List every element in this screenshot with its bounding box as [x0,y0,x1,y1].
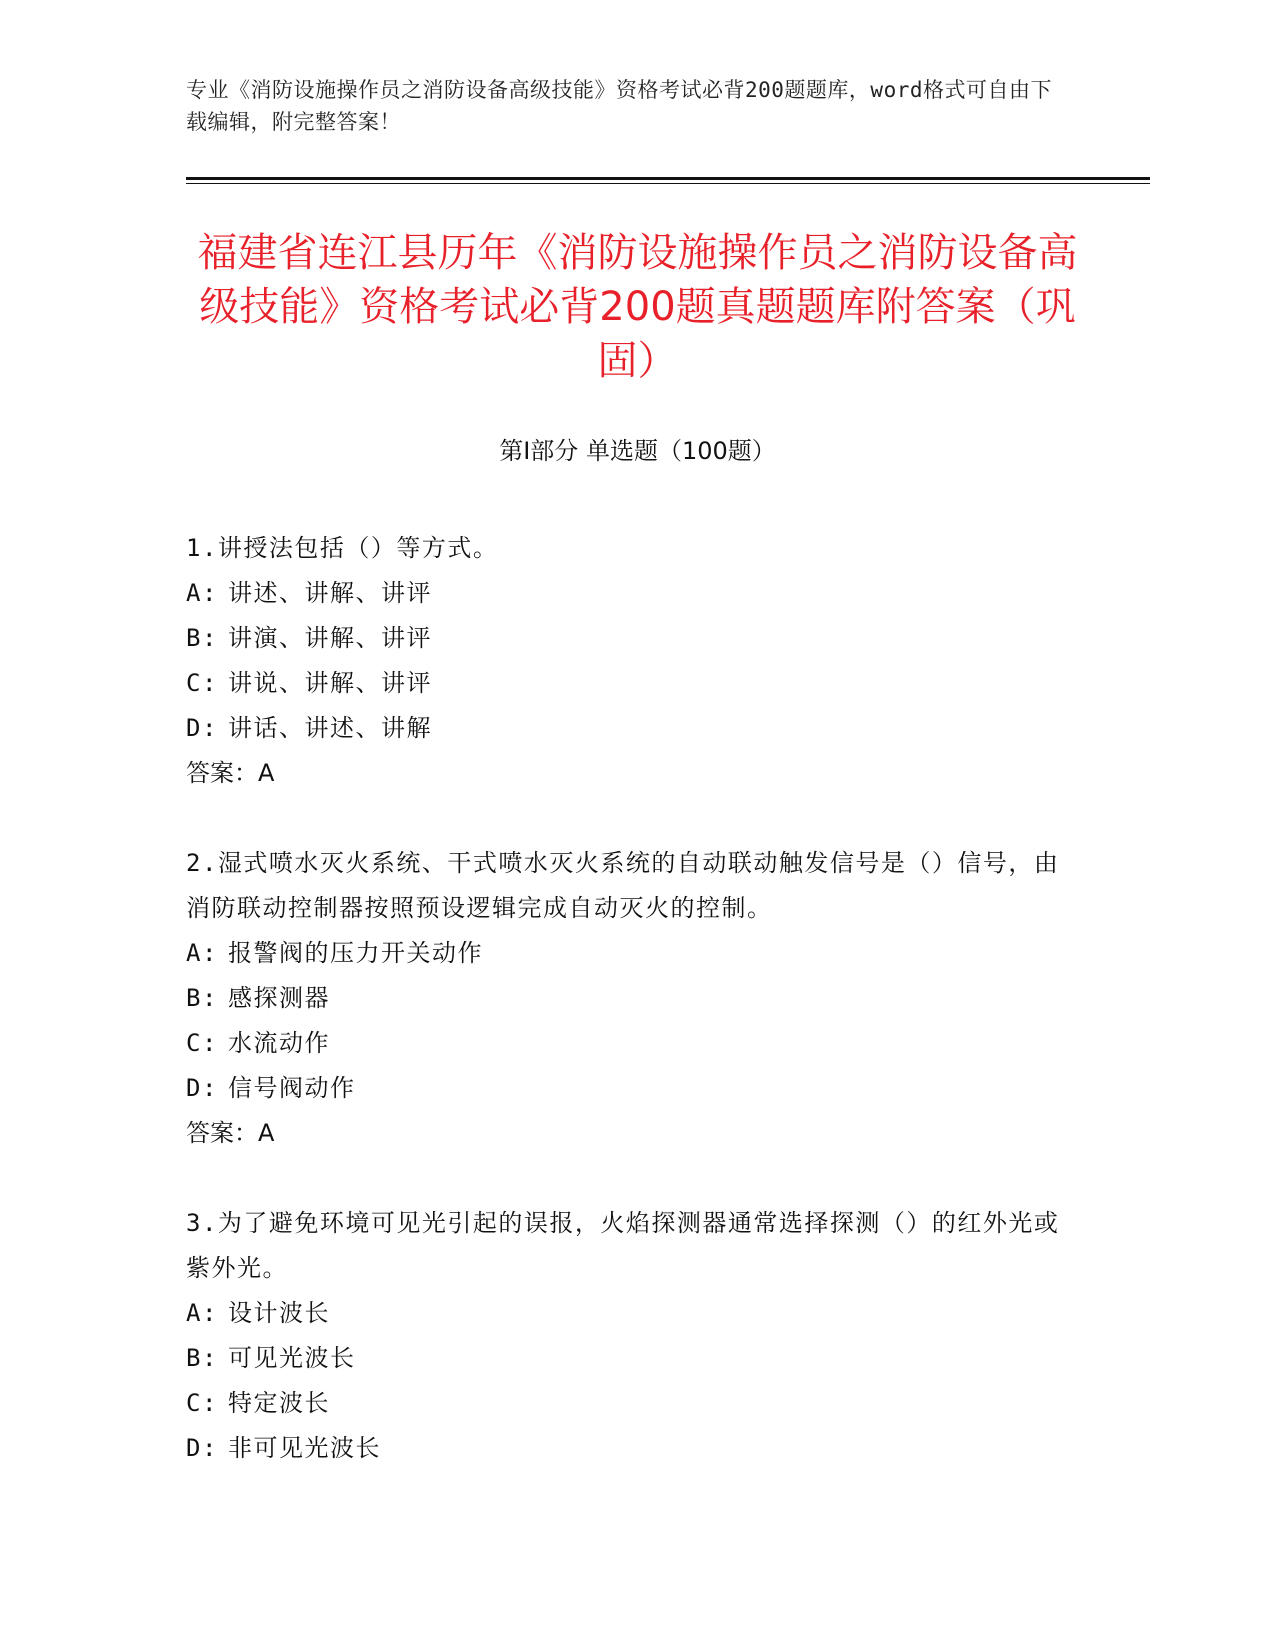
option-text: 设计波长 [228,1299,330,1327]
option-text: 水流动作 [228,1029,330,1057]
question-stem: 1.讲授法包括（）等方式。 [186,534,499,562]
option-a [186,931,1066,976]
option-text: 讲说、讲解、讲评 [228,669,432,697]
option-text: 讲演、讲解、讲评 [228,624,432,652]
document-title: 福建省连江县历年《消防设施操作员之消防设备高级技能》资格考试必背200题真题题库附答案（巩固） [197,230,1078,384]
option-c [186,661,1066,706]
option-text: 非可见光波长 [228,1434,381,1462]
question-1 [186,526,1066,796]
option-text: 特定波长 [228,1389,330,1417]
option-text: 感探测器 [228,984,330,1012]
option-d [186,1426,1066,1471]
option-b [186,976,1066,1021]
option-text: 可见光波长 [228,1344,356,1372]
answer-line: 答案：A [186,1119,275,1147]
answer-line: 答案：A [186,759,275,787]
option-a [186,571,1066,616]
option-b [186,1336,1066,1381]
option-text: 信号阀动作 [228,1074,356,1102]
option-letter: C: [186,669,218,697]
option-text: 讲话、讲述、讲解 [228,714,432,742]
option-letter: A: [186,1299,218,1327]
header-divider-thin [186,183,1150,184]
option-letter: B: [186,624,218,652]
option-text: 报警阀的压力开关动作 [228,939,483,967]
option-d [186,706,1066,751]
header-divider-thick [186,177,1150,180]
question-2 [186,841,1066,1156]
option-letter: B: [186,1344,218,1372]
option-b [186,616,1066,661]
question-stem: 2.湿式喷水灭火系统、干式喷水灭火系统的自动联动触发信号是（）信号，由消防联动控制器按照预设逻辑完成自动灭火的控制。 [186,849,1060,922]
question-stem: 3.为了避免环境可见光引起的误报，火焰探测器通常选择探测（）的红外光或紫外光。 [186,1209,1060,1282]
option-letter: D: [186,1434,218,1462]
option-letter: C: [186,1029,218,1057]
option-letter: D: [186,1074,218,1102]
option-letter: C: [186,1389,218,1417]
option-d [186,1066,1066,1111]
option-c [186,1381,1066,1426]
option-letter: D: [186,714,218,742]
question-3 [186,1201,1066,1471]
option-a [186,1291,1066,1336]
option-letter: A: [186,939,218,967]
section-title: 第I部分 单选题（100题） [499,437,776,465]
header-note: 专业《消防设施操作员之消防设备高级技能》资格考试必背200题题库，word格式可自由下载编辑，附完整答案！ [186,78,1052,134]
option-letter: B: [186,984,218,1012]
option-letter: A: [186,579,218,607]
question-list [186,526,1066,1516]
option-text: 讲述、讲解、讲评 [228,579,432,607]
option-c [186,1021,1066,1066]
